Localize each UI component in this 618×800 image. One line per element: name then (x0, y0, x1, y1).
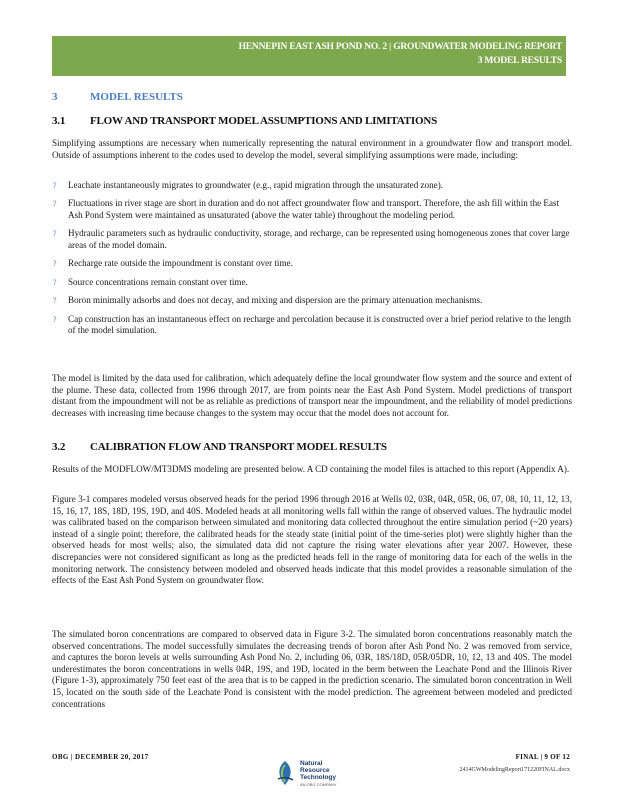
bullet-icon: ? (53, 296, 57, 306)
list-item-text: Hydraulic parameters such as hydraulic conductivity, storage, and recharge, can be represented using homogeneous zones that cover large areas of the model domain. (68, 228, 570, 250)
bullet-icon: ? (53, 199, 57, 209)
section-title: FLOW AND TRANSPORT MODEL ASSUMPTIONS AND LIMITATIONS (90, 115, 437, 127)
list-item (52, 314, 574, 337)
logo-tagline: AN OBG COMPANY (300, 782, 337, 787)
heads-comparison-paragraph: Figure 3-1 compares modeled versus observed heads for the period 1996 through 2016 at Wells 02, 03R, 04R, 05R, 06, 07, 08, 10, 11, 12, 13, 15, 16, 17, 18S, 18D, 19S, 19D, and 40S. Modeled heads at all monitoring wells fall within the range of observed values. The hydraulic model was calibrated based on the comparison between simulated and monitoring data collected throughout the entire simulation period (~20 years) instead of a single point; therefore, the calibrated heads for the steady state (initial point of the time-series plot) were slightly higher than the observed heads for most wells; also, the simulated data did not capture the rising water elevations after year 2007. However, these discrepancies were not considered significant as long as the predicted heads fell in the range of monitoring data for each of the wells in the monitoring network. The consistency between modeled and observed heads indicate that this model provides a reasonable simulation of the effects of the East Ash Pond System on groundwater flow. (52, 494, 572, 586)
bullet-icon: ? (53, 277, 57, 287)
bullet-icon: ? (53, 229, 57, 239)
section-number: 3.1 (52, 115, 66, 127)
header-report-title: HENNEPIN EAST ASH POND NO. 2 | GROUNDWATER MODELING REPORT (238, 42, 562, 52)
list-item-text: Fluctuations in river stage are short in duration and do not affect groundwater flow and transport. Therefore, the ash fill within the East Ash Pond System were maintained as unsaturated (above the water table) throughout the modeling period. (68, 198, 560, 220)
list-item-text: Boron minimally adsorbs and does not decay, and mixing and dispersion are the primary attenuation mechanisms. (68, 295, 483, 306)
section-title: MODEL RESULTS (90, 91, 183, 103)
list-item (52, 180, 574, 192)
list-item-text: Cap construction has an instantaneous effect on recharge and percolation because it is constructed over a brief period relative to the length of the model simulation. (68, 313, 571, 336)
page-footer (52, 751, 572, 791)
logo-wordmark (300, 760, 336, 781)
list-item-text: Leachate instantaneously migrates to groundwater (e.g., rapid migration through the unsaturated zone). (68, 180, 443, 190)
list-item (52, 258, 574, 270)
section-3-2-heading (52, 441, 387, 453)
section-number: 3.2 (52, 441, 66, 453)
bullet-icon: ? (53, 259, 57, 269)
list-item (52, 198, 574, 221)
assumptions-list (52, 180, 574, 344)
section-title: CALIBRATION FLOW AND TRANSPORT MODEL RESULTS (90, 441, 387, 453)
leaf-logo-icon (274, 759, 296, 787)
section-3-heading (52, 91, 183, 103)
running-header (52, 36, 566, 76)
boron-comparison-paragraph: The simulated boron concentrations are compared to observed data in Figure 3-2. The simulated boron concentrations reasonably match the observed concentrations. The model successfully simulates the decreasing trends of boron after Ash Pond No. 2 was removed from service, and captures the boron levels at wells surrounding Ash Pond No. 2, including 06, 03R, 18S/18D, 05R/05DR, 10, 12, 13 and 40S. The model underestimates the boron concentrations in wells 04R, 19S, and 19D, located in the berm between the Leachate Pond and the Illinois River (Figure 1-3), approximately 750 feet east of the area that is to be capped in the prediction scenario. The simulated boron concentration in Well 15, located on the south side of the Leachate Pond is consistent with the model prediction. The agreement between modeled and predicted concentrations (52, 629, 572, 709)
results-intro-paragraph: Results of the MODFLOW/MT3DMS modeling are presented below. A CD containing the model files is attached to this report (Appendix A). (52, 464, 570, 474)
company-logo (274, 759, 354, 791)
list-item (52, 228, 574, 251)
assumptions-intro-paragraph: Simplifying assumptions are necessary when numerically representing the natural environment in a groundwater flow and transport model. Outside of assumptions inherent to the codes used to develop the model, several simplifying assumptions were made, including: (52, 138, 572, 160)
logo-line: Resource (300, 767, 330, 774)
section-3-1-heading (52, 115, 437, 127)
list-item-text: Source concentrations remain constant over time. (68, 276, 248, 287)
logo-line: Technology (300, 774, 336, 781)
section-number: 3 (52, 91, 58, 103)
limitations-paragraph: The model is limited by the data used for calibration, which adequately define the local groundwater flow system and the source and extent of the plume. These data, collected from 1996 through 2017, are from points near the East Ash Pond System. Model predictions of transport distant from the impoundment will not be as reliable as predictions of transport near the impoundment, and the reliability of model predictions decreases with increasing time because changes to the system may occur that the model does not account for. (52, 373, 572, 418)
footer-page-number: FINAL | 9 OF 12 (515, 753, 570, 761)
header-section-title: 3 MODEL RESULTS (477, 56, 562, 66)
list-item-text: Recharge rate outside the impoundment is constant over time. (68, 258, 293, 269)
footer-date: OBG | DECEMBER 20, 2017 (52, 753, 149, 761)
logo-line: Natural (300, 760, 323, 767)
list-item (52, 295, 574, 307)
list-item (52, 277, 574, 289)
footer-filename: 2414GWModelingReport171220FINAL.docx (459, 767, 570, 773)
bullet-icon: ? (53, 314, 57, 324)
bullet-icon: ? (53, 181, 57, 190)
